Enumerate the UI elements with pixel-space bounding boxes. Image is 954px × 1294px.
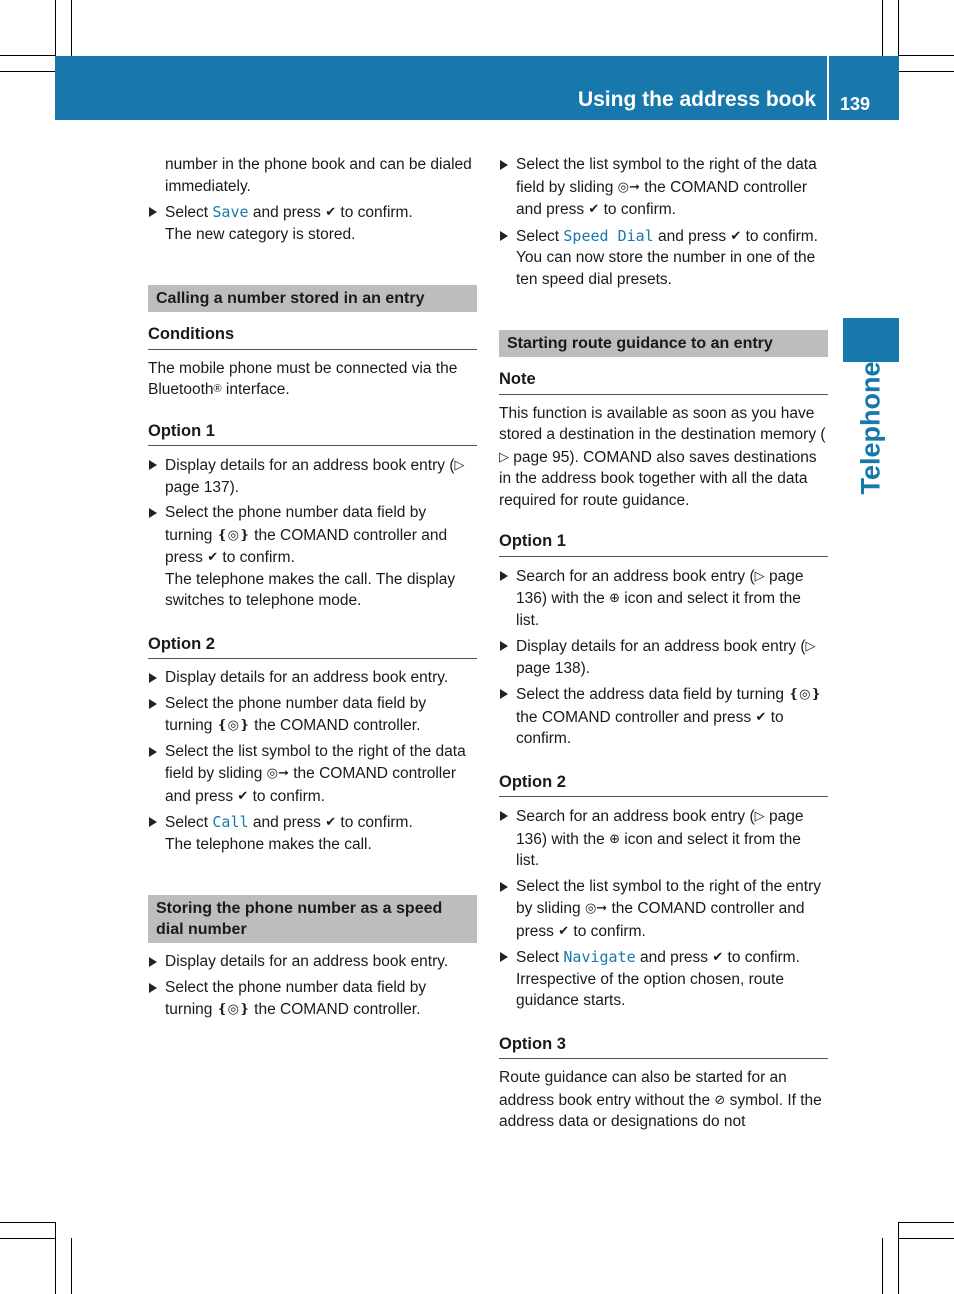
step-select-list-symbol: Select the list symbol to the right of the data field by sliding ◎➞ the COMAND controller and press ✔ to confirm. (499, 154, 828, 221)
note-text: This function is available as soon as you have stored a destination in the destination memory (▷ page 95). COMAND also saves destinations in the address book together with all the data required for route guidance. (499, 404, 826, 509)
step-select-save: Select Save and press ✔ to confirm. The new category is stored. (148, 201, 477, 245)
heading-option-2: Option 2 (148, 634, 477, 660)
header-divider (827, 56, 829, 120)
compass-icon: ⊘ (714, 1091, 726, 1107)
menu-item-speed-dial: Speed Dial (563, 226, 654, 245)
crop-mark (55, 1222, 56, 1294)
heading-option-1: Option 1 (499, 531, 828, 557)
slide-right-icon: ◎➞ (584, 900, 608, 915)
press-icon: ✔ (237, 787, 249, 803)
turn-controller-icon: ❴◎❵ (788, 686, 822, 701)
press-icon: ✔ (730, 227, 742, 243)
press-icon: ✔ (207, 549, 219, 564)
menu-item-call: Call (212, 813, 249, 831)
conditions-text: The mobile phone must be connected via the Bluetooth® interface. (148, 359, 458, 398)
right-column (499, 154, 828, 1137)
step-result: The telephone makes the call. The display switches to telephone mode. (165, 570, 456, 609)
step-display-details: Display details for an address book entry. (148, 951, 477, 973)
press-icon: ✔ (325, 204, 337, 219)
step-select-phone-field: Select the phone number data field by turning ❴◎❵ the COMAND controller. (148, 977, 477, 1021)
crop-mark (0, 71, 55, 72)
turn-controller-icon: ❴◎❵ (216, 526, 250, 542)
crop-mark (899, 71, 954, 72)
press-icon: ✔ (588, 201, 600, 216)
press-icon: ✔ (558, 922, 570, 938)
step-select-navigate: Select Navigate and press ✔ to confirm. Irrespective of the option chosen, route guidance starts. (499, 946, 828, 1012)
crop-mark (882, 1238, 883, 1294)
step-select-list-symbol: Select the list symbol to the right of the data field by sliding ◎➞ the COMAND controller and press ✔ to confirm. (148, 741, 477, 808)
menu-item-save: Save (212, 203, 249, 221)
crop-mark (899, 1222, 954, 1223)
crop-mark (898, 0, 899, 56)
crop-mark (55, 0, 56, 56)
left-column (148, 154, 477, 1025)
intro-text: number in the phone book and can be dialed immediately. (165, 156, 472, 195)
crop-mark (71, 1238, 72, 1294)
page-title: Using the address book (577, 88, 816, 111)
step-select-phone-field: Select the phone number data field by turning ❴◎❵ the COMAND controller and press ✔ to confirm. The telephone makes the call. The display switches to telephone mode. (148, 502, 477, 612)
crop-mark (899, 1238, 954, 1239)
step-search-entry: Search for an address book entry (▷ page 136) with the ⊕ icon and select it from the list. (499, 565, 828, 632)
heading-note: Note (499, 369, 828, 395)
page-ref-icon: ▷ (754, 567, 765, 583)
press-icon: ✔ (755, 708, 767, 724)
step-select-list-symbol: Select the list symbol to the right of the entry by sliding ◎➞ the COMAND controller and press ✔ to confirm. (499, 876, 828, 943)
step-select-speed-dial: Select Speed Dial and press ✔ to confirm. You can now store the number in one of the ten speed dial presets. (499, 225, 828, 291)
page-ref-icon: ▷ (754, 808, 765, 823)
heading-option-2: Option 2 (499, 772, 828, 798)
crop-mark (71, 0, 72, 56)
crop-mark (899, 55, 954, 56)
crop-mark (0, 55, 55, 56)
press-icon: ✔ (325, 814, 337, 829)
turn-controller-icon: ❴◎❵ (216, 717, 250, 732)
side-tab-marker (843, 318, 899, 362)
section-title-speed-dial: Storing the phone number as a speed dial number (148, 895, 477, 943)
step-display-details: Display details for an address book entry (▷ page 138). (499, 635, 828, 679)
section-title-calling: Calling a number stored in an entry (148, 285, 477, 312)
crop-mark (882, 0, 883, 56)
section-title-route-guidance: Starting route guidance to an entry (499, 330, 828, 357)
step-select-call: Select Call and press ✔ to confirm. The telephone makes the call. (148, 811, 477, 855)
step-result: The telephone makes the call. (165, 835, 372, 853)
heading-option-1: Option 1 (148, 421, 477, 447)
slide-right-icon: ◎➞ (266, 765, 289, 780)
heading-option-3: Option 3 (499, 1034, 828, 1060)
step-display-details: Display details for an address book entry. (148, 667, 477, 689)
step-result: The new category is stored. (165, 225, 356, 243)
page-number: 139 (840, 94, 871, 114)
step-result: You can now store the number in one of the ten speed dial presets. (516, 249, 816, 288)
search-nav-icon: ⊕ (609, 830, 620, 846)
crop-mark (0, 1238, 55, 1239)
option-3-text: Route guidance can also be started for an address book entry without the ⊘ symbol. If the address data or designations do not (499, 1069, 822, 1130)
page-ref-icon: ▷ (454, 457, 465, 472)
step-select-address-field: Select the address data field by turning ❴◎❵ the COMAND controller and press ✔ to confirm. (499, 683, 828, 750)
turn-controller-icon: ❴◎❵ (216, 1001, 250, 1016)
crop-mark (0, 1222, 55, 1223)
step-result: Irrespective of the option chosen, route guidance starts. (516, 970, 784, 1009)
crop-mark (898, 1222, 899, 1294)
menu-item-navigate: Navigate (563, 948, 636, 966)
step-display-details: Display details for an address book entry (▷ page 137). (148, 454, 477, 498)
press-icon: ✔ (712, 949, 724, 964)
step-search-entry: Search for an address book entry (▷ page 136) with the ⊕ icon and select it from the list. (499, 805, 828, 872)
search-nav-icon: ⊕ (609, 590, 620, 605)
heading-conditions: Conditions (148, 324, 477, 350)
page-ref-icon: ▷ (805, 638, 816, 653)
page-ref-icon: ▷ (499, 448, 509, 464)
side-tab-label: Telephone (855, 361, 886, 495)
step-select-phone-field: Select the phone number data field by turning ❴◎❵ the COMAND controller. (148, 693, 477, 737)
slide-right-icon: ◎➞ (617, 178, 640, 194)
